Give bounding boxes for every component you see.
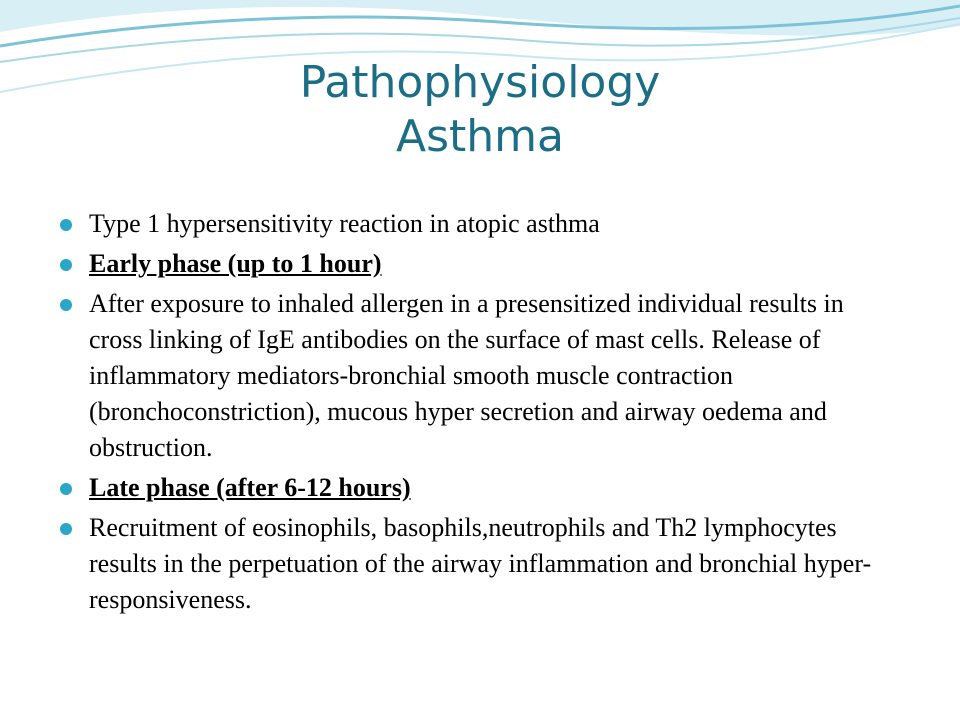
bullet-item-early-phase	[60, 246, 900, 282]
bullet-text: Type 1 hypersensitivity reaction in atopic asthma	[89, 209, 600, 238]
title-line-1: Pathophysiology	[299, 57, 661, 108]
title-line-2: Asthma	[396, 110, 564, 162]
bullet-item-type1	[60, 206, 900, 242]
bullet-dot-icon	[60, 483, 72, 495]
bullet-item-early-phase-detail	[60, 286, 900, 466]
bullet-text: Early phase (up to 1 hour)	[89, 249, 382, 278]
slide-title	[0, 56, 960, 163]
bullet-item-late-phase-detail	[60, 510, 900, 618]
bullet-text: Recruitment of eosinophils, basophils,neutrophils and Th2 lymphocytes results in the perpetuation of the airway inflammation and bronchial hyper-responsiveness.	[89, 513, 872, 614]
bullet-item-late-phase	[60, 470, 900, 506]
bullet-list	[60, 206, 900, 622]
bullet-text: After exposure to inhaled allergen in a presensitized individual results in cross linking of IgE antibodies on the surface of mast cells. Release of inflammatory mediators-bronchial smooth muscle contraction (bronchoconstriction), mucous hyper secretion and airway oedema and obstruction.	[89, 289, 844, 462]
bullet-dot-icon	[60, 219, 72, 231]
bullet-dot-icon	[60, 259, 72, 271]
bullet-text: Late phase (after 6-12 hours)	[89, 473, 411, 502]
bullet-dot-icon	[60, 299, 72, 311]
bullet-dot-icon	[60, 523, 72, 535]
